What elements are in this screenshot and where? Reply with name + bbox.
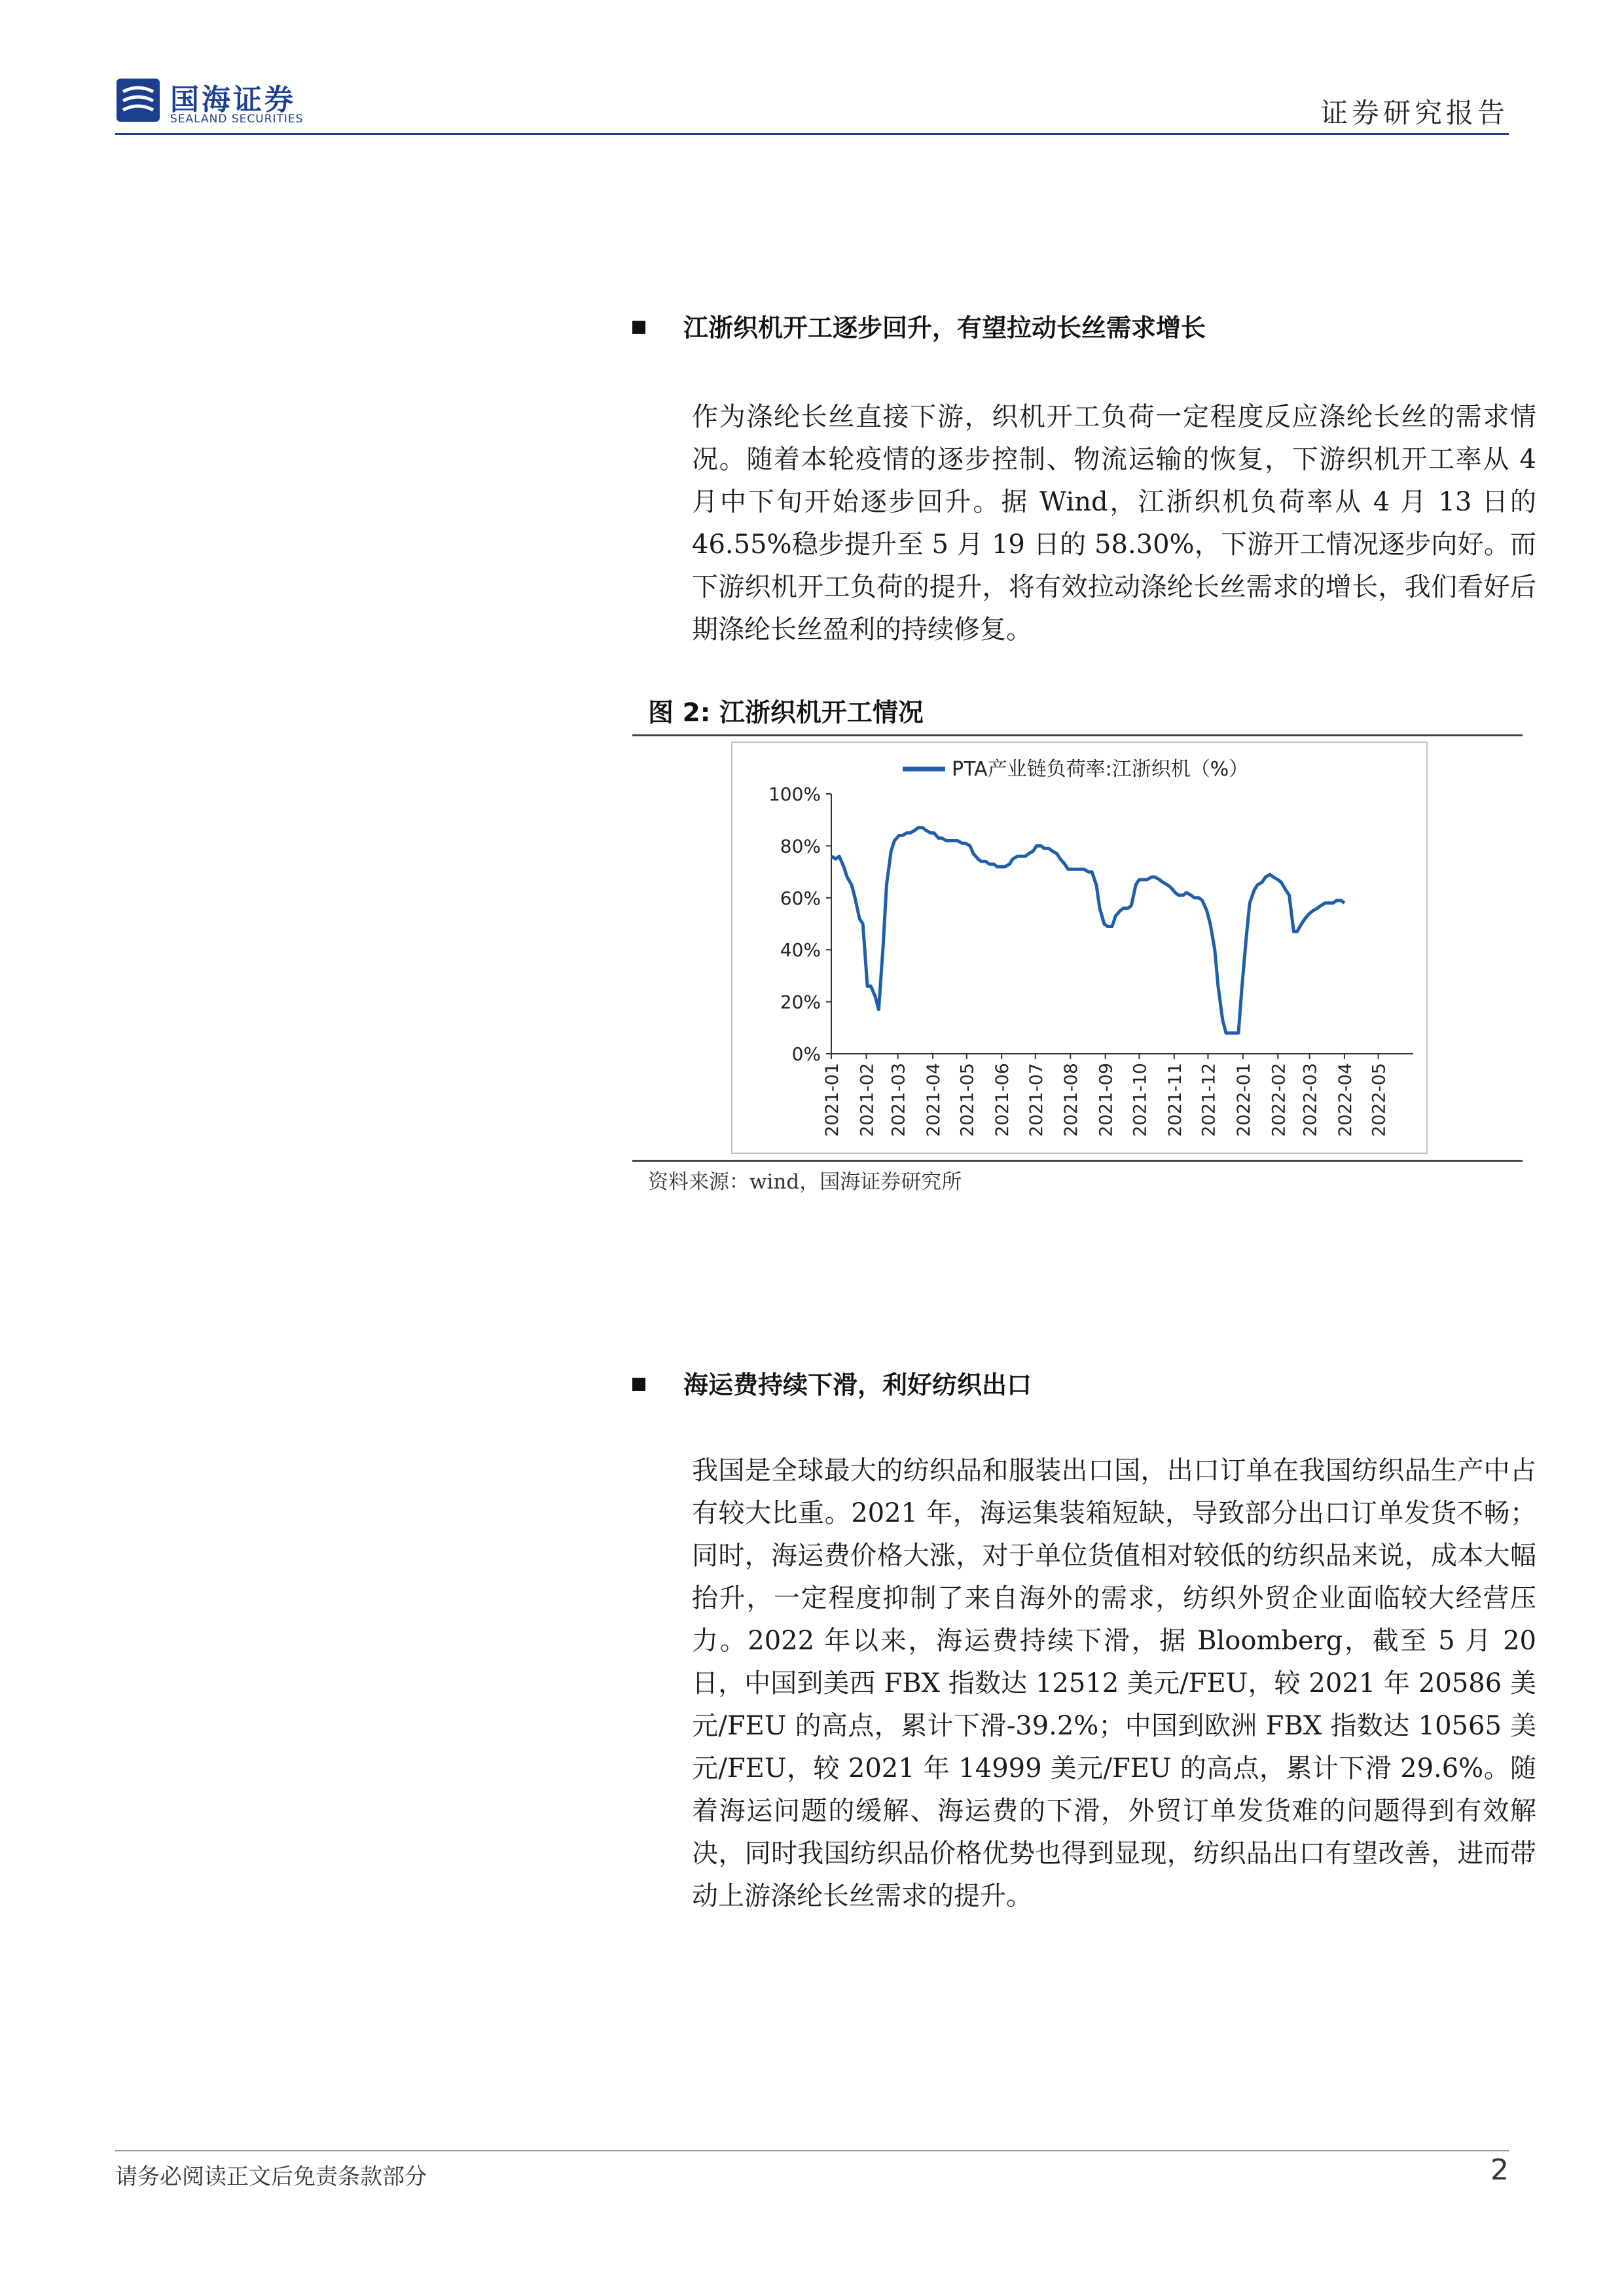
page-number: 2 <box>1490 2153 1509 2187</box>
y-tick-label: 80% <box>780 835 821 857</box>
x-tick-label: 2021-12 <box>1199 1063 1219 1137</box>
brand-logo <box>115 71 331 134</box>
x-tick-label: 2021-11 <box>1164 1063 1185 1137</box>
legend-label: PTA产业链负荷率:江浙织机（%） <box>952 758 1249 781</box>
x-tick-label: 2021-04 <box>924 1063 945 1137</box>
series-line <box>831 828 1344 1033</box>
footer-divider <box>115 2150 1509 2151</box>
figure-bottom-rule <box>632 1160 1523 1162</box>
section-heading-text: 海运费持续下滑，利好纺织出口 <box>683 1371 1032 1399</box>
figure-source: 资料来源：wind，国海证券研究所 <box>648 1170 962 1194</box>
x-tick-label: 2021-01 <box>822 1063 842 1137</box>
y-tick-label: 60% <box>780 887 821 909</box>
x-tick-label: 2021-06 <box>992 1063 1013 1137</box>
x-tick-label: 2021-03 <box>888 1063 909 1137</box>
square-bullet-icon <box>632 1378 645 1391</box>
y-tick-label: 40% <box>780 939 821 961</box>
x-tick-label: 2022-02 <box>1269 1063 1290 1137</box>
sealand-logo-icon <box>115 77 161 123</box>
section-heading <box>632 308 1206 344</box>
figure-top-rule <box>632 734 1523 736</box>
x-tick-label: 2022-05 <box>1369 1063 1390 1137</box>
body-paragraph: 作为涤纶长丝直接下游，织机开工负荷一定程度反应涤纶长丝的需求情况。随着本轮疫情的逐步控制、物流运输的恢复，下游织机开工率从 4 月中下旬开始逐步回升。据 Wind，江浙织机负荷率从 4 月 13 日的 46.55%稳步提升至 5 月 19 日的 58.30%，下游开工情况逐步向好。而下游织机开工负荷的提升，将有效拉动涤纶长丝需求的增长，我们看好后期涤纶长丝盈利的持续修复。 <box>692 402 1536 645</box>
x-tick-label: 2021-05 <box>957 1063 978 1137</box>
x-tick-label: 2022-04 <box>1335 1063 1356 1137</box>
x-tick-label: 2021-08 <box>1061 1063 1082 1137</box>
section-heading <box>632 1365 1032 1401</box>
y-tick-label: 20% <box>780 991 821 1013</box>
figure-caption: 图 2: 江浙织机开工情况 <box>648 698 924 728</box>
line-chart <box>732 743 1426 1153</box>
brand-name-cn: 国海证券 <box>170 83 296 117</box>
x-tick-label: 2021-09 <box>1096 1063 1117 1137</box>
x-tick-label: 2022-03 <box>1300 1063 1321 1137</box>
chart-frame <box>731 742 1428 1154</box>
brand-name-en: SEALAND SECURITIES <box>170 113 304 126</box>
report-type-label: 证券研究报告 <box>1320 97 1509 129</box>
y-tick-label: 0% <box>791 1043 821 1065</box>
x-tick-label: 2021-07 <box>1026 1063 1047 1137</box>
square-bullet-icon <box>632 321 645 334</box>
body-paragraph: 我国是全球最大的纺织品和服装出口国，出口订单在我国纺织品生产中占有较大比重。2021 年，海运集装箱短缺，导致部分出口订单发货不畅；同时，海运费价格大涨，对于单位货值相对较低的纺织品来说，成本大幅抬升，一定程度抑制了来自海外的需求，纺织外贸企业面临较大经营压力。2022 年以来，海运费持续下滑，据 Bloomberg，截至 5 月 20 日，中国到美西 FBX 指数达 12512 美元/FEU，较 2021 年 20586 美元/FEU 的高点，累计下滑-39.2%；中国到欧洲 FBX 指数达 10565 美元/FEU，较 2021 年 14999 美元/FEU 的高点，累计下滑 29.6%。随着海运问题的缓解、海运费的下滑，外贸订单发货难的问题得到有效解决，同时我国纺织品价格优势也得到显现，纺织品出口有望改善，进而带动上游涤纶长丝需求的提升。 <box>692 1456 1536 1911</box>
x-tick-label: 2022-01 <box>1233 1063 1254 1137</box>
x-tick-label: 2021-02 <box>857 1063 878 1137</box>
x-tick-label: 2021-10 <box>1130 1063 1151 1137</box>
disclaimer-note: 请务必阅读正文后免责条款部分 <box>115 2164 427 2190</box>
y-tick-label: 100% <box>768 783 821 805</box>
header-divider <box>115 133 1509 135</box>
section-heading-text: 江浙织机开工逐步回升，有望拉动长丝需求增长 <box>683 314 1206 342</box>
